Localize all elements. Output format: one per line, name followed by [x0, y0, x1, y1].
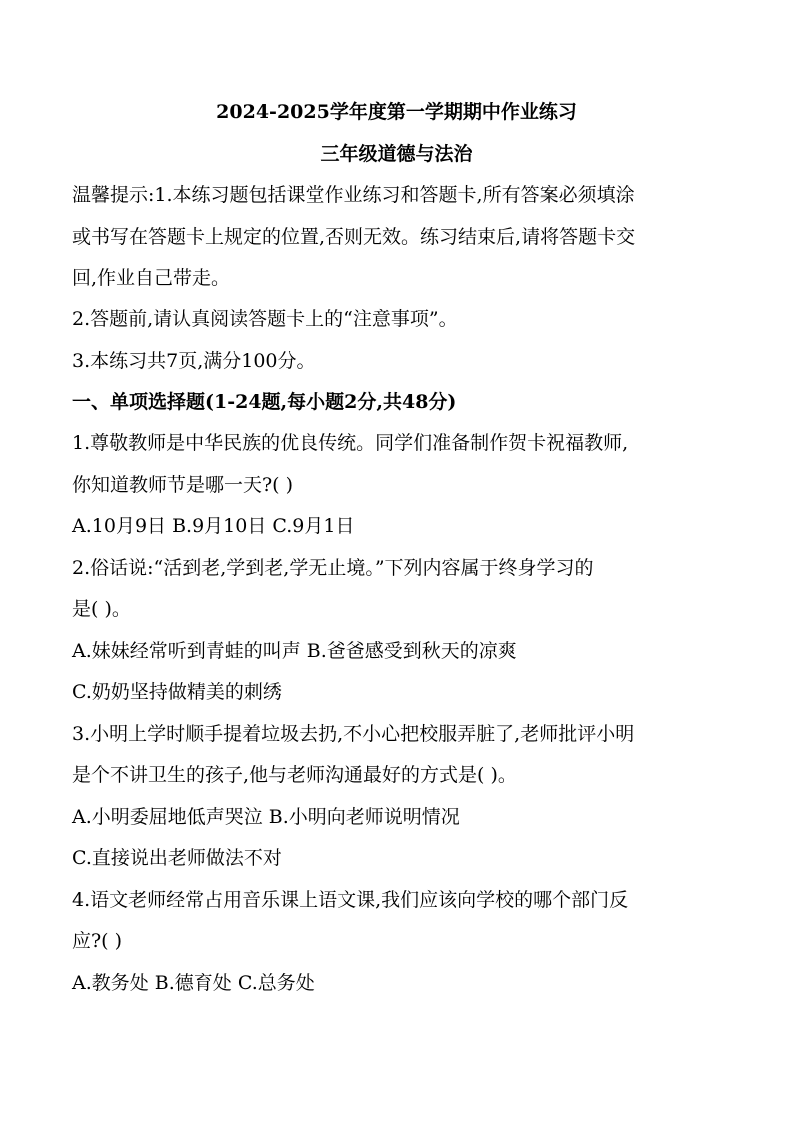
notice-line: 温馨提示:1.本练习题包括课堂作业练习和答题卡,所有答案必须填涂 [72, 184, 635, 206]
page-subtitle: 三年级道德与法治 [320, 143, 473, 165]
question-stem: 是个不讲卫生的孩子,他与老师沟通最好的方式是( )。 [72, 764, 517, 786]
notice-line: 或书写在答题卡上规定的位置,否则无效。练习结束后,请将答题卡交 [72, 226, 636, 248]
notice-line: 2.答题前,请认真阅读答题卡上的“注意事项”。 [72, 308, 458, 330]
question-options: C.直接说出老师做法不对 [72, 847, 282, 869]
question-options: A.教务处 B.德育处 C.总务处 [72, 972, 315, 994]
question-stem: 应?( ) [72, 930, 123, 952]
notice-line: 回,作业自己带走。 [72, 267, 231, 289]
question-stem: 你知道教师节是哪一天?( ) [72, 474, 294, 496]
page-title: 2024-2025学年度第一学期期中作业练习 [216, 101, 577, 123]
question-options: A.小明委屈地低声哭泣 B.小明向老师说明情况 [72, 806, 460, 828]
question-stem: 是( )。 [72, 598, 131, 620]
section-heading: 一、单项选择题(1-24题,每小题2分,共48分) [72, 391, 457, 413]
question-stem: 2.俗话说:“活到老,学到老,学无止境。”下列内容属于终身学习的 [72, 557, 594, 579]
question-stem: 4.语文老师经常占用音乐课上语文课,我们应该向学校的哪个部门反 [72, 889, 629, 911]
question-options: C.奶奶坚持做精美的刺绣 [72, 681, 282, 703]
question-options: A.妹妹经常听到青蛙的叫声 B.爸爸感受到秋天的凉爽 [72, 640, 517, 662]
question-options: A.10月9日 B.9月10日 C.9月1日 [72, 515, 355, 537]
question-stem: 3.小明上学时顺手提着垃圾去扔,不小心把校服弄脏了,老师批评小明 [72, 723, 635, 745]
question-stem: 1.尊敬教师是中华民族的优良传统。同学们准备制作贺卡祝福教师, [72, 432, 629, 454]
notice-line: 3.本练习共7页,满分100分。 [72, 350, 316, 372]
